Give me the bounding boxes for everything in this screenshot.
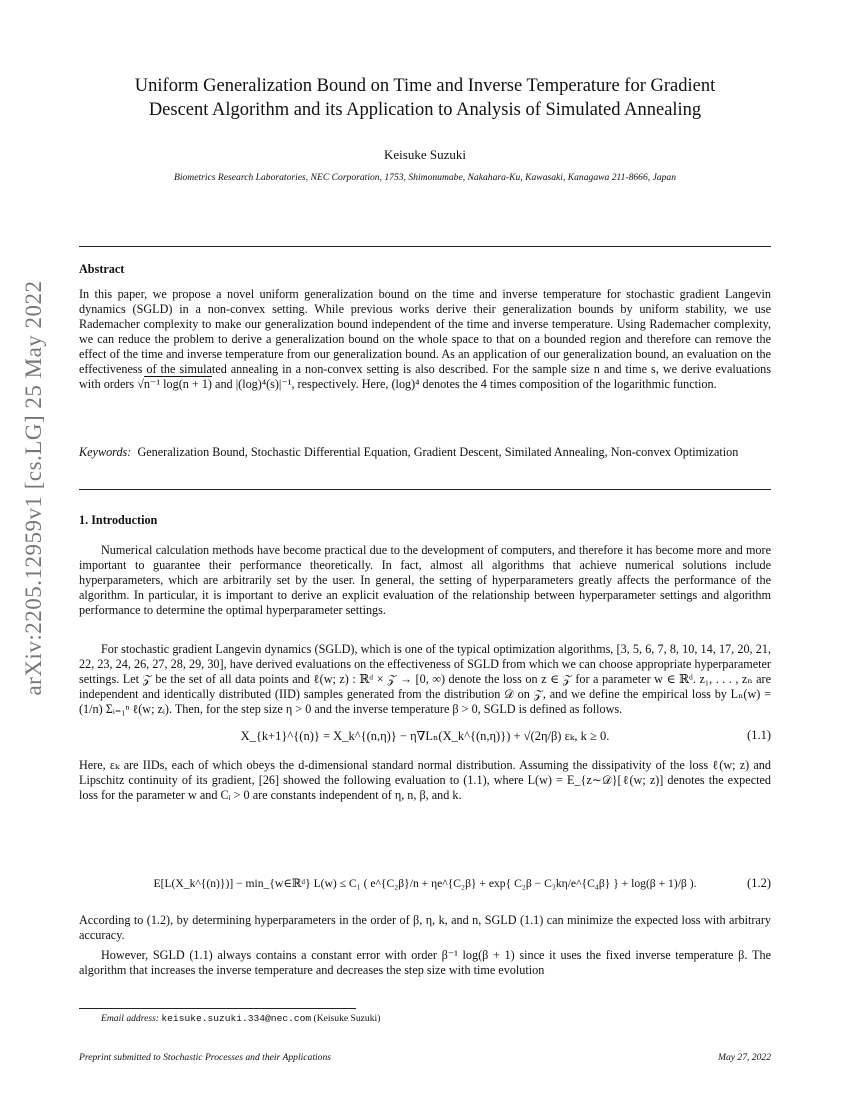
title-line-1: Uniform Generalization Bound on Time and Inverse Temperature for Gradient: [134, 76, 716, 96]
keywords-label: Keywords:: [79, 445, 132, 459]
footnote-email-label: Email address:: [101, 1013, 160, 1024]
equation-1-1-body: X_{k+1}^{(n)} = X_k^{(n,η)} − η∇Lₙ(X_k^{(n,η)}) + √(2η/β) εₖ, k ≥ 0.: [240, 729, 610, 743]
arxiv-sidebar-stamp: [14, 255, 54, 720]
abstract-heading: Abstract: [79, 262, 125, 276]
equation-1-1-number: (1.1): [747, 728, 771, 742]
author-email: keisuke.suzuki.334@nec.com: [161, 1013, 312, 1024]
footer-date: May 27, 2022: [717, 1052, 771, 1063]
footer-journal: Preprint submitted to Stochastic Processes and their Applications: [79, 1052, 331, 1063]
abstract-orders-tail: and |(log)⁴(s)|⁻¹, respectively. Here, (log)⁴ denotes the 4 times: [215, 377, 517, 391]
abstract-orders-lead: we derive evaluations with orders: [79, 362, 772, 391]
title-line-2: Descent Algorithm and its Application to Analysis of Simulated Annealing: [148, 100, 702, 120]
intro-paragraph-2: For stochastic gradient Langevin dynamics (SGLD), which is one of the typical optimization algorithms, [3, 5, 6, 7, 8, 10, 14, 17, 20, 21, 22, 23, 24, 26, 27, 28, 29, 30], have derived evaluations on the effectiveness of SGLD from which we can choose appropriate hyperparameter settings. Let 𝒵 be the set of all data points and ℓ(w; z) : ℝᵈ × 𝒵 → [0, ∞) denote the loss on z ∈ 𝒵 for a parameter w ∈ ℝᵈ. z₁, . . . , zₙ are independent and identically distributed (IID) samples generated from the distribution 𝒟 on 𝒵, and we define the empirical loss by Lₙ(w) = (1/n) Σᵢ₌₁ⁿ ℓ(w; zᵢ). Then, for the step size η > 0 and the inverse temperature β > 0, SGLD is defined as follows.: [79, 642, 771, 716]
author-affiliation: Biometrics Research Laboratories, NEC Corporation, 1753, Shimonumabe, Nakahara-Ku, Kawasaki, Kanagawa 211-8666, Japan: [173, 172, 677, 183]
abstract-text: [79, 287, 771, 392]
intro-paragraph-5: However, SGLD (1.1) always contains a constant error with order β⁻¹ log(β + 1) since it uses the fixed inverse temperature β. The algorithm that increases the inverse temperature and decreases the step size with time evolution: [79, 948, 771, 977]
section-heading-introduction: 1. Introduction: [79, 513, 158, 527]
footnote-rule: [79, 1008, 356, 1009]
abstract-top-rule: [79, 246, 771, 247]
author-name: Keisuke Suzuki: [384, 147, 466, 162]
keywords: [79, 445, 771, 460]
intro-paragraph-4: According to (1.2), by determining hyperparameters in the order of β, η, k, and n, SGLD (1.1) can minimize the expected loss with arbitrary accuracy.: [79, 913, 771, 942]
sqrt-radicand: n⁻¹ log(n + 1): [143, 377, 212, 391]
intro-paragraph-3: Here, εₖ are IIDs, each of which obeys the d-dimensional standard normal distribution. Assuming the dissipativity of the loss ℓ(w; z) and Lipschitz continuity of its gradient, [26] showed the following evaluation to (1.1), where L(w) = E_{z∼𝒟}[ℓ(w; z)] denotes the expected loss for the parameter w and Cᵢ > 0 are constants independent of η, n, β, and k.: [79, 758, 771, 802]
abstract-body: In this paper, we propose a novel uniform generalization bound on the time and inverse temperature for stochastic gradient Langevin dynamics (SGLD) in a non-convex setting. While previous works derive their generalization bounds by uniform stability, we use Rademacher complexity to make our generalization bound independent of the time and inverse temperature. Using Rademacher complexity, we can reduce the problem to derive a generalization bound on the whole space to that on a bounded region and therefore can remove the effect of the time and inverse temperature from our generalization bound. As an application of our generalization bound, an evaluation on the effectiveness of the simulated annealing in a non-convex setting is also described. For the sample size n and time s,: [79, 287, 771, 376]
equation-1-1: [79, 728, 771, 750]
equation-1-2-number: (1.2): [747, 876, 771, 890]
equation-1-2: [79, 876, 771, 898]
arxiv-id: arXiv:2205.12959v1 [cs.LG] 25 May 2022: [21, 279, 46, 696]
abstract-last-line: composition of the logarithmic function.: [519, 377, 717, 391]
equation-1-2-body: E[L(X_k^{(n)})] − min_{w∈ℝᵈ} L(w) ≤ C₁ ( e^{C₂β}/n + ηe^{C₂β} + exp{ C₂β − C₃kη/e^{C₄β} } + log(β + 1)/β ).: [153, 877, 697, 890]
footnote-email: [101, 1013, 380, 1024]
abstract-bottom-rule: [79, 489, 771, 490]
footnote-author: (Keisuke Suzuki): [313, 1013, 381, 1024]
intro-paragraph-1: Numerical calculation methods have become practical due to the development of computers, and therefore it has become more and more important to guarantee their performance theoretically. In fact, almost all algorithms that achieve numerical solutions include hyperparameters, which are arbitrarily set by the user. In general, the setting of hyperparameters greatly affects the performance of the algorithm. In particular, it is important to derive an explicit evaluation of the relationship between hyperparameter settings and algorithm performance to determine the optimal hyperparameter settings.: [79, 543, 771, 617]
paper-title: [79, 74, 771, 122]
keywords-list: Generalization Bound, Stochastic Differential Equation, Gradient Descent, Similated Annealing, Non-convex Optimization: [137, 445, 739, 459]
sqrt-expression: √n⁻¹ log(n + 1): [137, 377, 212, 391]
